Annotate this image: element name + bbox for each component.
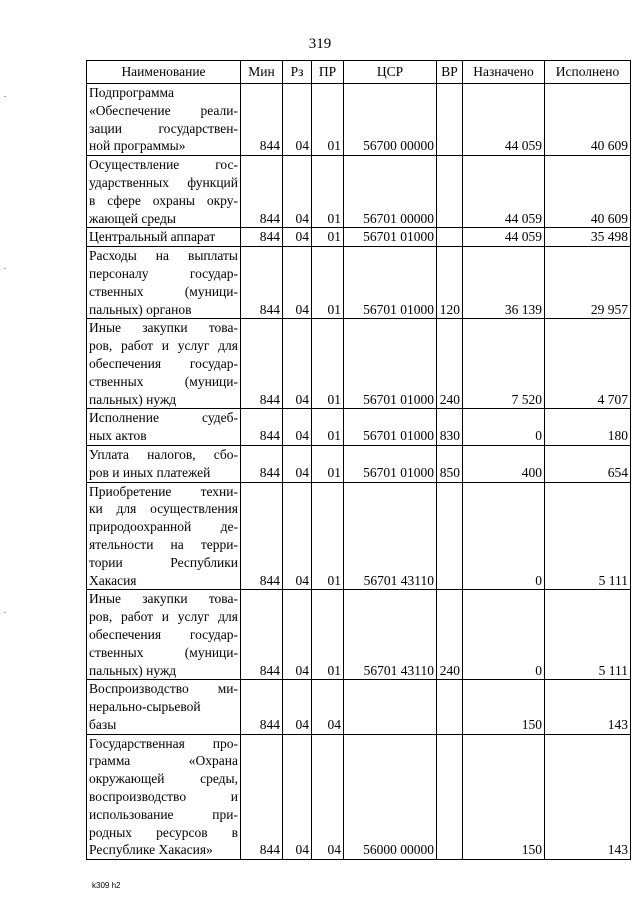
row-name bbox=[87, 156, 241, 228]
row-name bbox=[87, 228, 241, 247]
row-name-line: ров и иных платежей bbox=[89, 464, 211, 480]
row-csr: 56701 43110 bbox=[344, 590, 437, 680]
row-name-line: тории Республики bbox=[89, 554, 238, 570]
header-vr: ВР bbox=[437, 61, 463, 84]
row-name-line: воспроизводство и bbox=[89, 789, 238, 805]
row-name-line: зации государствен- bbox=[89, 120, 238, 136]
row-min: 844 bbox=[241, 680, 283, 734]
row-name-line: Подпрограмма bbox=[89, 85, 174, 100]
row-done: 29 957 bbox=[545, 247, 631, 319]
table-row bbox=[87, 319, 631, 409]
row-min: 844 bbox=[241, 319, 283, 409]
row-min: 844 bbox=[241, 247, 283, 319]
row-name-line: Государственная про- bbox=[89, 735, 238, 751]
row-min: 844 bbox=[241, 734, 283, 860]
row-name bbox=[87, 84, 241, 156]
scan-mark bbox=[4, 96, 6, 97]
row-name-line: ственных (муници- bbox=[89, 644, 238, 660]
row-vr: 850 bbox=[437, 445, 463, 482]
table-row bbox=[87, 680, 631, 734]
row-vr: 830 bbox=[437, 409, 463, 446]
row-name-line: ственных (муници- bbox=[89, 283, 238, 299]
footer-code: k309 h2 bbox=[92, 881, 121, 890]
row-name bbox=[87, 247, 241, 319]
row-vr bbox=[437, 156, 463, 228]
row-name bbox=[87, 409, 241, 446]
row-rz: 04 bbox=[283, 590, 312, 680]
row-min: 844 bbox=[241, 84, 283, 156]
row-vr: 120 bbox=[437, 247, 463, 319]
row-done: 654 bbox=[545, 445, 631, 482]
table-row bbox=[87, 156, 631, 228]
header-min: Мин bbox=[241, 61, 283, 84]
header-rz: Рз bbox=[283, 61, 312, 84]
row-min: 844 bbox=[241, 228, 283, 247]
row-name-line: Уплата налогов, сбо- bbox=[89, 446, 238, 462]
row-name-line: Хакасия bbox=[89, 572, 137, 588]
row-rz: 04 bbox=[283, 482, 312, 590]
page-number: 319 bbox=[308, 36, 332, 52]
row-min: 844 bbox=[241, 590, 283, 680]
row-assigned: 0 bbox=[463, 590, 545, 680]
header-row bbox=[87, 61, 631, 84]
row-name bbox=[87, 590, 241, 680]
row-name-line: окружающей среды, bbox=[89, 771, 238, 787]
row-csr: 56701 01000 bbox=[344, 319, 437, 409]
row-csr: 56701 43110 bbox=[344, 482, 437, 590]
table-row bbox=[87, 84, 631, 156]
row-csr: 56701 01000 bbox=[344, 247, 437, 319]
row-name-line: ственных (муници- bbox=[89, 373, 238, 389]
row-pr: 01 bbox=[312, 247, 344, 319]
row-assigned: 7 520 bbox=[463, 319, 545, 409]
row-rz: 04 bbox=[283, 409, 312, 446]
row-vr bbox=[437, 734, 463, 860]
row-rz: 04 bbox=[283, 319, 312, 409]
table-row bbox=[87, 228, 631, 247]
header-pr: ПР bbox=[312, 61, 344, 84]
row-rz: 04 bbox=[283, 247, 312, 319]
row-rz: 04 bbox=[283, 84, 312, 156]
row-name-line: в сфере охраны окру- bbox=[89, 192, 238, 208]
row-csr: 56700 00000 bbox=[344, 84, 437, 156]
row-vr: 240 bbox=[437, 590, 463, 680]
row-pr: 01 bbox=[312, 228, 344, 247]
table-row bbox=[87, 409, 631, 446]
table-row bbox=[87, 590, 631, 680]
row-pr: 01 bbox=[312, 590, 344, 680]
row-min: 844 bbox=[241, 482, 283, 590]
row-assigned: 400 bbox=[463, 445, 545, 482]
header-name: Наименование bbox=[87, 61, 241, 84]
row-name-line: ной программы» bbox=[89, 138, 186, 154]
row-done: 4 707 bbox=[545, 319, 631, 409]
row-pr: 01 bbox=[312, 319, 344, 409]
row-pr: 04 bbox=[312, 734, 344, 860]
row-name-line: ров, работ и услуг для bbox=[89, 338, 238, 354]
row-name-line: Приобретение техни- bbox=[89, 483, 238, 499]
row-pr: 01 bbox=[312, 445, 344, 482]
row-name-line: Расходы на выплаты bbox=[89, 248, 238, 264]
row-rz: 04 bbox=[283, 156, 312, 228]
row-min: 844 bbox=[241, 156, 283, 228]
row-name-line: использование при- bbox=[89, 806, 238, 822]
row-name-line: «Обеспечение реали- bbox=[89, 102, 238, 118]
header-assigned: Назначено bbox=[463, 61, 545, 84]
row-min: 844 bbox=[241, 445, 283, 482]
row-done: 35 498 bbox=[545, 228, 631, 247]
row-vr bbox=[437, 84, 463, 156]
row-csr: 56000 00000 bbox=[344, 734, 437, 860]
row-name bbox=[87, 680, 241, 734]
row-name-line: Иные закупки това- bbox=[89, 320, 238, 336]
row-pr: 01 bbox=[312, 156, 344, 228]
row-name-line: базы bbox=[89, 716, 117, 732]
row-name-line: Республике Хакасия» bbox=[89, 842, 213, 858]
row-name-line: ных актов bbox=[89, 428, 147, 444]
row-assigned: 44 059 bbox=[463, 228, 545, 247]
row-rz: 04 bbox=[283, 680, 312, 734]
row-name bbox=[87, 734, 241, 860]
row-name-line: жающей среды bbox=[89, 210, 176, 226]
row-done: 180 bbox=[545, 409, 631, 446]
row-csr: 56701 01000 bbox=[344, 445, 437, 482]
row-done: 143 bbox=[545, 680, 631, 734]
row-assigned: 44 059 bbox=[463, 84, 545, 156]
row-assigned: 150 bbox=[463, 734, 545, 860]
row-csr: 56701 01000 bbox=[344, 409, 437, 446]
row-name-line: родных ресурсов в bbox=[89, 824, 238, 840]
row-vr bbox=[437, 680, 463, 734]
row-name-line: ки для осуществления bbox=[89, 501, 238, 517]
scan-mark bbox=[4, 268, 6, 269]
row-pr: 04 bbox=[312, 680, 344, 734]
row-vr bbox=[437, 482, 463, 590]
row-rz: 04 bbox=[283, 228, 312, 247]
row-assigned: 44 059 bbox=[463, 156, 545, 228]
table-row bbox=[87, 734, 631, 860]
header-csr: ЦСР bbox=[344, 61, 437, 84]
row-name-line: пальных) нужд bbox=[89, 662, 177, 678]
table-row bbox=[87, 445, 631, 482]
row-name-line: ударственных функций bbox=[89, 174, 238, 190]
row-name-line: Воспроизводство ми- bbox=[89, 681, 238, 697]
row-name bbox=[87, 319, 241, 409]
row-name-line: Иные закупки това- bbox=[89, 591, 238, 607]
row-pr: 01 bbox=[312, 84, 344, 156]
row-assigned: 36 139 bbox=[463, 247, 545, 319]
row-pr: 01 bbox=[312, 482, 344, 590]
row-name-line: природоохранной де- bbox=[89, 519, 238, 535]
row-pr: 01 bbox=[312, 409, 344, 446]
row-assigned: 0 bbox=[463, 409, 545, 446]
row-csr: 56701 00000 bbox=[344, 156, 437, 228]
row-done: 5 111 bbox=[545, 590, 631, 680]
row-name-line: обеспечения государ- bbox=[89, 355, 238, 371]
row-name-line: нерально-сырьевой bbox=[89, 699, 201, 715]
row-name-line: обеспечения государ- bbox=[89, 626, 238, 642]
row-name-line: ятельности на терри- bbox=[89, 536, 238, 552]
row-done: 143 bbox=[545, 734, 631, 860]
row-min: 844 bbox=[241, 409, 283, 446]
row-done: 5 111 bbox=[545, 482, 631, 590]
table-row bbox=[87, 482, 631, 590]
row-name-line: Осуществление гос- bbox=[89, 157, 238, 173]
table-row bbox=[87, 247, 631, 319]
row-done: 40 609 bbox=[545, 156, 631, 228]
row-name-line: ров, работ и услуг для bbox=[89, 609, 238, 625]
row-csr: 56701 01000 bbox=[344, 228, 437, 247]
row-name-line: персоналу государ- bbox=[89, 265, 238, 281]
row-rz: 04 bbox=[283, 734, 312, 860]
header-done: Исполнено bbox=[545, 61, 631, 84]
row-assigned: 0 bbox=[463, 482, 545, 590]
row-name-line: пальных) органов bbox=[89, 301, 192, 317]
row-rz: 04 bbox=[283, 445, 312, 482]
row-name bbox=[87, 445, 241, 482]
row-name-line: пальных) нужд bbox=[89, 391, 177, 407]
row-vr bbox=[437, 228, 463, 247]
row-name-line: Центральный аппарат bbox=[89, 229, 216, 245]
row-vr: 240 bbox=[437, 319, 463, 409]
row-done: 40 609 bbox=[545, 84, 631, 156]
row-csr bbox=[344, 680, 437, 734]
row-name-line: грамма «Охрана bbox=[89, 753, 238, 769]
budget-table bbox=[86, 60, 631, 860]
row-name-line: Исполнение судеб- bbox=[89, 410, 238, 426]
scan-mark bbox=[4, 612, 6, 613]
row-assigned: 150 bbox=[463, 680, 545, 734]
row-name bbox=[87, 482, 241, 590]
